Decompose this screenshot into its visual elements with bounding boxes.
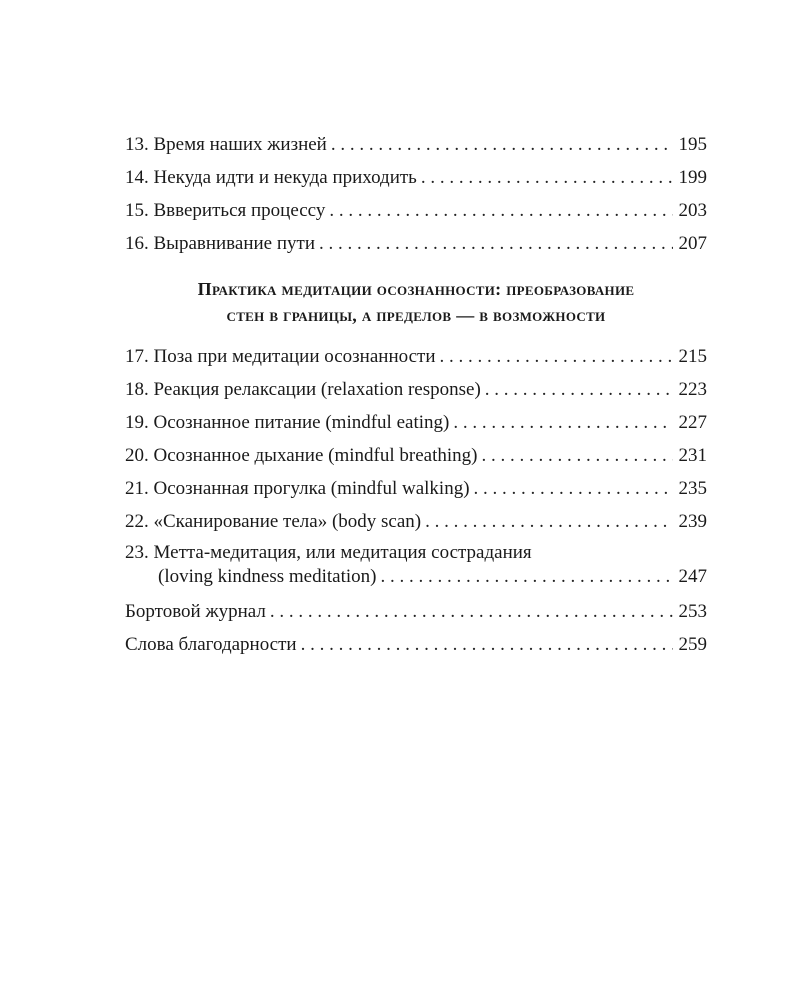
toc-entry-title: 19. Осознанное питание (mindful eating) [125, 412, 450, 433]
toc-entry[interactable] [125, 161, 707, 194]
dot-leader [485, 373, 673, 406]
toc-entry-multiline[interactable] [125, 538, 707, 595]
dot-leader [453, 406, 672, 439]
toc-entry-page: 203 [678, 200, 707, 221]
toc-entry-page: 239 [678, 511, 707, 532]
section-heading [125, 276, 707, 328]
toc-entry-page: 259 [678, 634, 707, 655]
toc-entry-page: 215 [678, 346, 707, 367]
toc-entry-page: 195 [678, 134, 707, 155]
toc-entry-second-line [125, 565, 707, 595]
dot-leader [481, 439, 672, 472]
toc-entry-title: 18. Реакция релаксации (relaxation response) [125, 379, 481, 400]
dot-leader [331, 128, 673, 161]
toc-entry-title: 20. Осознанное дыхание (mindful breathing) [125, 445, 478, 466]
toc-entry[interactable] [125, 340, 707, 373]
table-of-contents [125, 128, 707, 661]
toc-entry-page: 199 [678, 167, 707, 188]
section-heading-line2: стен в границы, а пределов — в возможности [226, 305, 606, 325]
toc-entry[interactable] [125, 628, 707, 661]
toc-entry-title: 17. Поза при медитации осознанности [125, 346, 436, 367]
dot-leader [270, 595, 673, 628]
toc-entry[interactable] [125, 128, 707, 161]
toc-entry-title: 16. Выравнивание пути [125, 233, 315, 254]
dot-leader [329, 194, 672, 227]
toc-entry-title: 15. Вввериться процессу [125, 200, 326, 221]
toc-entry-page: 227 [678, 412, 707, 433]
toc-entry[interactable] [125, 227, 707, 260]
dot-leader [425, 505, 672, 538]
toc-entry-title: 22. «Сканирование тела» (body scan) [125, 511, 422, 532]
toc-entry-title: 14. Некуда идти и некуда приходить [125, 167, 417, 188]
toc-entry-title: Бортовой журнал [125, 601, 266, 622]
toc-entry-title-line2: (loving kindness meditation) [158, 566, 377, 587]
toc-entry-page: 235 [678, 478, 707, 499]
toc-entry-title: Слова благодарности [125, 634, 297, 655]
toc-entry-title: 13. Время наших жизней [125, 134, 327, 155]
toc-entry-page: 253 [678, 601, 707, 622]
toc-entry[interactable] [125, 373, 707, 406]
dot-leader [421, 161, 673, 194]
toc-entry-page: 223 [678, 379, 707, 400]
toc-entry[interactable] [125, 439, 707, 472]
dot-leader [319, 227, 673, 260]
toc-entry-title: 21. Осознанная прогулка (mindful walking) [125, 478, 470, 499]
section-heading-line1: Практика медитации осознанности: преобразование [197, 279, 635, 299]
toc-entry-page: 231 [678, 445, 707, 466]
dot-leader [474, 472, 673, 505]
dot-leader [440, 340, 673, 373]
toc-entry[interactable] [125, 595, 707, 628]
toc-entry[interactable] [125, 406, 707, 439]
toc-entry-page: 207 [678, 233, 707, 254]
toc-entry[interactable] [125, 472, 707, 505]
toc-entry[interactable] [125, 505, 707, 538]
toc-entry[interactable] [125, 194, 707, 227]
dot-leader [380, 565, 672, 589]
toc-entry-title-line1: 23. Метта-медитация, или медитация сострадания [125, 542, 532, 563]
toc-entry-page: 247 [678, 566, 707, 587]
dot-leader [301, 628, 673, 661]
